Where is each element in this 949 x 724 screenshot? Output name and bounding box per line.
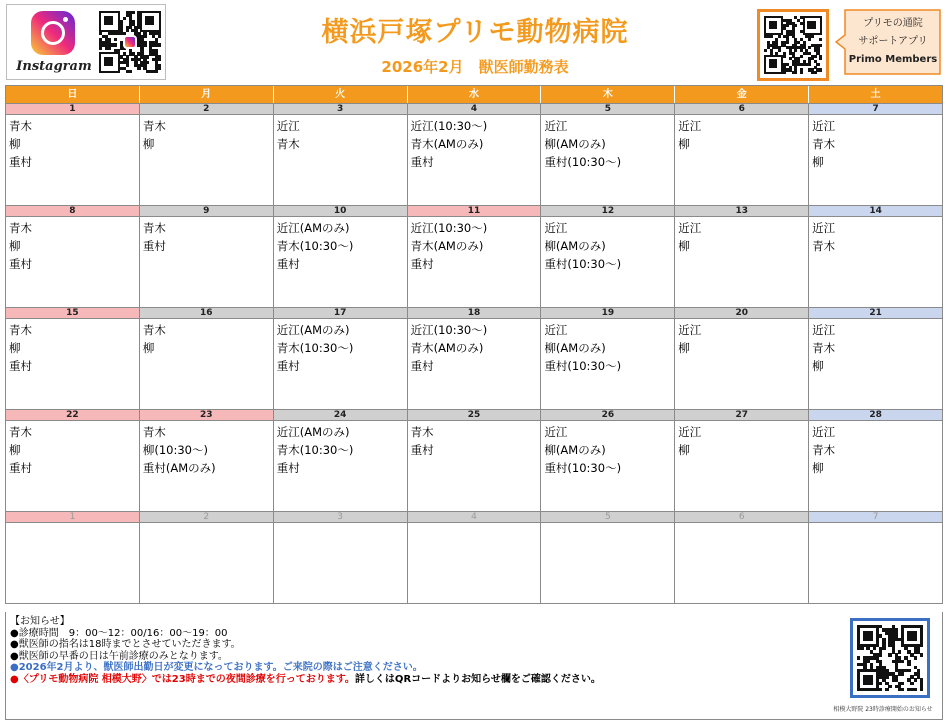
- day-number: 2: [140, 104, 273, 115]
- staff-entry: 近江: [544, 119, 568, 133]
- staff-entry: 重村: [276, 257, 300, 271]
- calendar-day: [140, 512, 274, 603]
- staff-entry: 柳: [812, 461, 824, 475]
- staff-entry: 近江: [812, 425, 836, 439]
- day-number: 21: [809, 308, 942, 319]
- calendar-week: [6, 409, 942, 511]
- app-qr-code-icon[interactable]: [764, 16, 822, 74]
- day-number: 19: [541, 308, 674, 319]
- notice-hours: ●診療時間 9：00〜12：00/16：00〜19：00: [10, 627, 228, 639]
- app-callout: [835, 9, 941, 75]
- staff-entry: 青木(AMのみ): [410, 137, 484, 151]
- staff-entry: 重村(10:30〜): [544, 359, 622, 373]
- calendar-day: [6, 104, 140, 205]
- calendar-week: [6, 205, 942, 307]
- staff-list: [675, 523, 808, 525]
- staff-list: [274, 319, 407, 375]
- staff-list: [140, 421, 273, 477]
- staff-list: [675, 319, 808, 357]
- day-number: 8: [6, 206, 139, 217]
- day-number: 7: [809, 512, 942, 523]
- instagram-label: Instagram: [16, 59, 92, 74]
- calendar-day: [408, 512, 542, 603]
- staff-list: [140, 319, 273, 357]
- staff-entry: 青木: [276, 137, 300, 151]
- day-number: 14: [809, 206, 942, 217]
- calendar-day: [140, 308, 274, 409]
- staff-entry: 近江(AMのみ): [276, 425, 350, 439]
- calendar-day: [408, 410, 542, 511]
- staff-entry: 重村: [9, 359, 32, 373]
- weekday-label: 土: [870, 89, 881, 100]
- staff-entry: 重村(10:30〜): [544, 461, 622, 475]
- calendar-day: [6, 512, 140, 603]
- staff-entry: 青木: [142, 221, 166, 235]
- instagram-logo[interactable]: [15, 11, 93, 77]
- staff-entry: 近江: [812, 221, 836, 235]
- staff-entry: 重村(10:30〜): [544, 257, 622, 271]
- staff-entry: 青木: [9, 119, 32, 133]
- staff-entry: 重村: [9, 257, 32, 271]
- day-number: 26: [541, 410, 674, 421]
- day-number: 9: [140, 206, 273, 217]
- calendar-day: [675, 512, 809, 603]
- calendar-day: [408, 206, 542, 307]
- staff-entry: 近江: [544, 323, 568, 337]
- staff-list: [140, 217, 273, 255]
- staff-list: [6, 115, 139, 171]
- staff-entry: 青木: [812, 137, 836, 151]
- day-number: 7: [809, 104, 942, 115]
- app-callout-name: Primo Members: [848, 54, 938, 65]
- calendar-day: [675, 104, 809, 205]
- calendar-day: [541, 410, 675, 511]
- staff-list: [809, 217, 942, 255]
- weekday-label: 火: [274, 86, 408, 103]
- staff-entry: 青木(AMのみ): [410, 239, 484, 253]
- calendar-day: [274, 410, 408, 511]
- staff-entry: 重村(AMのみ): [142, 461, 216, 475]
- weekday-label: 水: [408, 86, 542, 103]
- staff-list: [408, 421, 541, 459]
- staff-entry: 青木(AMのみ): [410, 341, 484, 355]
- staff-list: [541, 319, 674, 375]
- notice-qr-caption: 相模大野院 23時診療開始のお知らせ: [833, 706, 933, 713]
- staff-entry: 重村: [410, 155, 434, 169]
- app-callout-line1: プリモの通院: [863, 18, 923, 29]
- staff-entry: 柳(AMのみ): [544, 443, 606, 457]
- staff-entry: 近江: [678, 119, 702, 133]
- staff-entry: 近江: [544, 425, 568, 439]
- staff-entry: 青木(10:30〜): [276, 341, 354, 355]
- staff-list: [140, 115, 273, 153]
- staff-list: [809, 319, 942, 375]
- staff-entry: 青木: [142, 323, 166, 337]
- staff-list: [675, 217, 808, 255]
- day-number: 20: [675, 308, 808, 319]
- staff-entry: 柳: [9, 137, 21, 151]
- staff-list: [274, 421, 407, 477]
- staff-entry: 青木: [142, 425, 166, 439]
- staff-entry: 重村: [410, 443, 434, 457]
- staff-entry: 近江: [678, 221, 702, 235]
- notice-qr-code-icon[interactable]: [857, 625, 923, 691]
- staff-entry: 柳: [9, 239, 21, 253]
- staff-list: [408, 523, 541, 525]
- staff-entry: 重村: [410, 257, 434, 271]
- staff-entry: 青木: [9, 221, 32, 235]
- day-number: 11: [408, 206, 541, 217]
- day-number: 25: [408, 410, 541, 421]
- instagram-box[interactable]: [6, 4, 166, 80]
- calendar-day: [408, 104, 542, 205]
- staff-list: [6, 523, 139, 525]
- staff-entry: 柳: [812, 359, 824, 373]
- staff-entry: 近江: [276, 119, 300, 133]
- staff-entry: 近江: [678, 425, 702, 439]
- calendar-day: [140, 410, 274, 511]
- page-subtitle: 2026年2月 獣医師勤務表: [381, 58, 569, 76]
- staff-entry: 柳: [812, 155, 824, 169]
- calendar-week: [6, 511, 942, 603]
- staff-entry: 青木: [9, 323, 32, 337]
- calendar-day: [6, 308, 140, 409]
- day-number: 10: [274, 206, 407, 217]
- staff-entry: 青木: [812, 443, 836, 457]
- staff-entry: 近江(AMのみ): [276, 323, 350, 337]
- staff-list: [408, 217, 541, 273]
- staff-entry: 青木(10:30〜): [276, 443, 354, 457]
- calendar-week: [6, 307, 942, 409]
- weekday-label: 日: [6, 86, 140, 103]
- staff-entry: 青木: [812, 239, 836, 253]
- day-number: 4: [408, 104, 541, 115]
- day-number: 23: [140, 410, 273, 421]
- weekday-label: 木: [541, 86, 675, 103]
- day-number: 12: [541, 206, 674, 217]
- day-number: 13: [675, 206, 808, 217]
- staff-entry: 重村: [9, 461, 32, 475]
- calendar-day: [6, 410, 140, 511]
- day-number: 2: [140, 512, 273, 523]
- calendar-week: [6, 103, 942, 205]
- page-title: 横浜戸塚プリモ動物病院: [321, 17, 629, 48]
- staff-entry: 重村: [9, 155, 32, 169]
- calendar-day: [809, 308, 942, 409]
- staff-entry: 青木: [9, 425, 32, 439]
- staff-list: [6, 319, 139, 375]
- staff-entry: 重村: [276, 359, 300, 373]
- calendar-day: [675, 308, 809, 409]
- staff-entry: 近江(10:30〜): [410, 119, 488, 133]
- duty-calendar: [5, 85, 943, 604]
- staff-list: [408, 319, 541, 375]
- staff-entry: 柳: [142, 137, 155, 151]
- staff-list: [809, 115, 942, 171]
- calendar-day: [675, 410, 809, 511]
- staff-entry: 近江: [812, 323, 836, 337]
- staff-entry: 柳: [678, 239, 690, 253]
- weekday-label: 月: [140, 86, 274, 103]
- staff-entry: 近江(AMのみ): [276, 221, 350, 235]
- calendar-day: [809, 512, 942, 603]
- notice-night-clinic-red: ●〈プリモ動物病院 相模大野〉では23時までの夜間診療を行っております。: [10, 673, 355, 685]
- staff-entry: 重村: [410, 359, 434, 373]
- staff-list: [541, 523, 674, 525]
- calendar-day: [274, 512, 408, 603]
- staff-entry: 近江: [544, 221, 568, 235]
- calendar-day: [140, 206, 274, 307]
- calendar-day: [408, 308, 542, 409]
- day-number: 15: [6, 308, 139, 319]
- day-number: 28: [809, 410, 942, 421]
- calendar-day: [541, 308, 675, 409]
- staff-entry: 近江(10:30〜): [410, 221, 488, 235]
- notice-nomination: ●獣医師の指名は18時までとさせていただきます。: [10, 639, 241, 650]
- day-number: 6: [675, 104, 808, 115]
- staff-entry: 近江: [678, 323, 702, 337]
- staff-list: [6, 217, 139, 273]
- calendar-day: [6, 206, 140, 307]
- day-number: 18: [408, 308, 541, 319]
- notice-night-clinic: [10, 674, 938, 686]
- calendar-day: [541, 206, 675, 307]
- calendar-day: [809, 104, 942, 205]
- app-callout-line2: サポートアプリ: [858, 36, 928, 47]
- notice-section: [5, 612, 943, 720]
- staff-entry: 青木: [812, 341, 836, 355]
- staff-entry: 柳(10:30〜): [142, 443, 208, 457]
- staff-entry: 重村: [276, 461, 300, 475]
- calendar-day: [274, 104, 408, 205]
- staff-entry: 柳(AMのみ): [544, 137, 606, 151]
- day-number: 24: [274, 410, 407, 421]
- day-number: 5: [541, 512, 674, 523]
- staff-list: [809, 523, 942, 525]
- weekday-header: [6, 86, 942, 103]
- staff-list: [541, 115, 674, 171]
- day-number: 5: [541, 104, 674, 115]
- calendar-day: [274, 206, 408, 307]
- day-number: 3: [274, 512, 407, 523]
- notice-schedule-change: ●2026年2月より、獣医師出勤日が変更になっております。ご来院の際はご注意ください。: [10, 662, 423, 673]
- staff-list: [274, 217, 407, 273]
- staff-entry: 青木: [142, 119, 166, 133]
- staff-entry: 柳: [678, 137, 690, 151]
- weekday-label: 金: [675, 86, 809, 103]
- staff-list: [541, 217, 674, 273]
- day-number: 22: [6, 410, 139, 421]
- staff-list: [809, 421, 942, 477]
- staff-list: [140, 523, 273, 525]
- calendar-day: [541, 512, 675, 603]
- notice-heading: 【お知らせ】: [10, 616, 70, 627]
- staff-entry: 柳(AMのみ): [544, 239, 606, 253]
- staff-list: [408, 115, 541, 171]
- staff-entry: 近江: [812, 119, 836, 133]
- day-number: 3: [274, 104, 407, 115]
- staff-list: [6, 421, 139, 477]
- staff-entry: 柳: [678, 341, 690, 355]
- day-number: 4: [408, 512, 541, 523]
- day-number: 17: [274, 308, 407, 319]
- notice-night-clinic-detail: 詳しくはQRコードよりお知らせ欄をご確認ください。: [354, 673, 601, 685]
- staff-list: [675, 421, 808, 459]
- notice-qr-box[interactable]: [850, 618, 930, 698]
- day-number: 6: [675, 512, 808, 523]
- staff-entry: 柳: [9, 341, 21, 355]
- calendar-day: [809, 206, 942, 307]
- calendar-day: [809, 410, 942, 511]
- day-number: 1: [6, 512, 139, 523]
- staff-entry: 柳: [142, 341, 155, 355]
- staff-entry: 柳(AMのみ): [544, 341, 606, 355]
- day-number: 16: [140, 308, 273, 319]
- staff-list: [274, 523, 407, 525]
- day-number: 1: [6, 104, 139, 115]
- notice-early-shift: ●獣医師の早番の日は午前診療のみとなります。: [10, 650, 228, 662]
- instagram-icon: [31, 11, 75, 55]
- day-number: 27: [675, 410, 808, 421]
- app-qr-box[interactable]: [757, 9, 829, 81]
- staff-entry: 近江(10:30〜): [410, 323, 488, 337]
- staff-entry: 青木: [410, 425, 434, 439]
- calendar-day: [274, 308, 408, 409]
- calendar-day: [675, 206, 809, 307]
- staff-entry: 重村(10:30〜): [544, 155, 622, 169]
- instagram-qr-code-icon[interactable]: [99, 11, 161, 73]
- staff-list: [675, 115, 808, 153]
- staff-list: [274, 115, 407, 153]
- staff-list: [541, 421, 674, 477]
- staff-entry: 柳: [678, 443, 690, 457]
- calendar-day: [140, 104, 274, 205]
- staff-entry: 青木(10:30〜): [276, 239, 354, 253]
- staff-entry: 重村: [142, 239, 166, 253]
- staff-entry: 柳: [9, 443, 21, 457]
- calendar-day: [541, 104, 675, 205]
